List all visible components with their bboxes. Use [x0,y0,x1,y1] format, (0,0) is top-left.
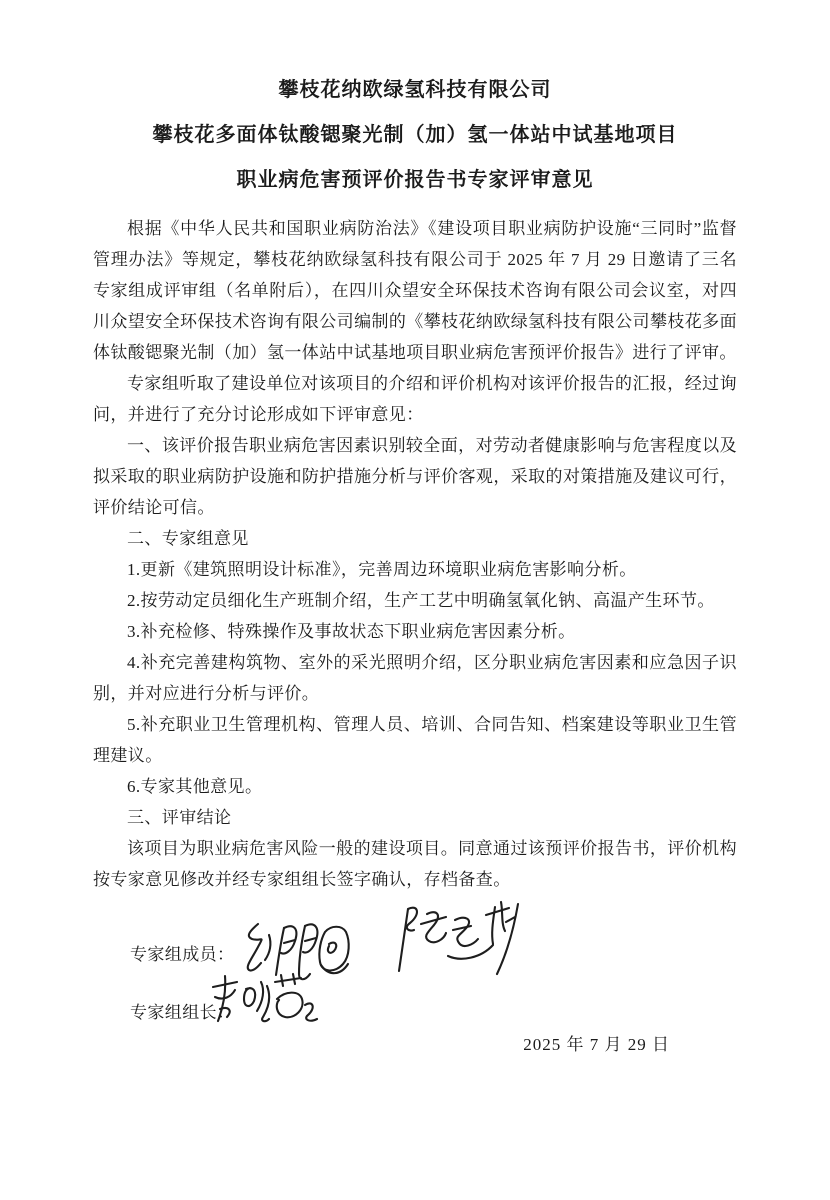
paragraph-conclusion: 该项目为职业病危害风险一般的建设项目。同意通过该预评价报告书，评价机构按专家意见修改并经专家组组长签字确认，存档备查。 [93,839,737,889]
opinion-item-4: 4.补充完善建构筑物、室外的采光照明介绍，区分职业病危害因素和应急因子识别，并对应进行分析与评价。 [93,653,737,703]
leader-signature-handwriting [206,972,324,1040]
opinion-item-5: 5.补充职业卫生管理机构、管理人员、培训、合同告知、档案建设等职业卫生管理建议。 [93,715,737,765]
section-heading-conclusion: 三、评审结论 [127,808,232,827]
paragraph-basis: 根据《中华人民共和国职业病防治法》《建设项目职业病防护设施“三同时”监督管理办法》等规定，攀枝花纳欧绿氢科技有限公司于 2025 年 7 月 29 日邀请了三名专家组成评审组（名单附后），在四川众望安全环保技术咨询有限公司会议室，对四川众望安全环保技术咨询有限公司编制的《攀枝花纳欧绿氢科技有限公司攀枝花多面体钛酸锶聚光制（加）氢一体站中试基地项目职业病危害预评价报告》进行了评审。 [93,219,737,362]
expert-leader-label: 专家组组长： [130,1003,235,1022]
document-title-block [0,0,830,203]
opinion-item-3: 3.补充检修、特殊操作及事故状态下职业病危害因素分析。 [127,622,576,641]
expert-members-label: 专家组成员： [130,945,235,964]
report-review-title: 职业病危害预评价报告书专家评审意见 [236,169,594,191]
member-signature-handwriting [392,893,525,981]
company-title: 攀枝花纳欧绿氢科技有限公司 [278,79,552,101]
opinion-item-6: 6.专家其他意见。 [127,777,263,796]
paragraph-opinion-one: 一、该评价报告职业病危害因素识别较全面，对劳动者健康影响与危害程度以及拟采取的职业病防护设施和防护措施分析与评价客观，采取的对策措施及建议可行，评价结论可信。 [93,436,737,517]
opinion-item-1: 1.更新《建筑照明设计标准》，完善周边环境职业病危害影响分析。 [127,560,637,579]
document-body [93,213,737,895]
opinion-item-2: 2.按劳动定员细化生产班制介绍，生产工艺中明确氢氧化钠、高温产生环节。 [127,591,715,610]
paragraph-process: 专家组听取了建设单位对该项目的介绍和评价机构对该评价报告的汇报，经过询问，并进行了充分讨论形成如下评审意见： [93,374,737,424]
document-date: 2025 年 7 月 29 日 [523,1035,670,1054]
section-heading-expert-opinions: 二、专家组意见 [127,529,249,548]
project-title: 攀枝花多面体钛酸锶聚光制（加）氢一体站中试基地项目 [152,124,678,146]
